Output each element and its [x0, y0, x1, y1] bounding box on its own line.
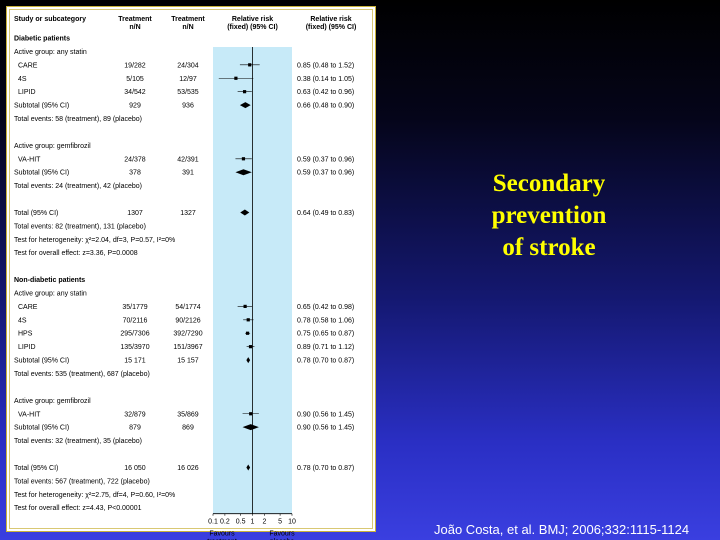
forest-plot	[7, 7, 375, 538]
row-rr-text: 0.63 (0.42 to 0.96)	[297, 89, 355, 97]
x-tick-label: 0.5	[235, 518, 246, 526]
row-note: Total events: 535 (treatment), 687 (placebo)	[14, 371, 150, 378]
row-group-label: Active group: any statin	[14, 290, 87, 298]
header-rr-plot-ci: (fixed) (95% CI)	[227, 24, 278, 31]
row-study-label: CARE	[18, 62, 38, 70]
point-estimate	[249, 345, 252, 348]
row-note: Total events: 24 (treatment), 42 (placebo)	[14, 183, 143, 191]
row-rr-text: 0.75 (0.65 to 0.87)	[297, 330, 355, 338]
row-heading: Non-diabetic patients	[14, 277, 86, 285]
row-placebo-value: 151/3967	[173, 344, 203, 352]
row-treatment-value: 135/3970	[120, 344, 150, 352]
row-note: Total events: 32 (treatment), 35 (placebo)	[14, 438, 143, 446]
row-note: Total events: 567 (treatment), 722 (placebo)	[14, 478, 150, 486]
row-study-label: LIPID	[18, 344, 36, 352]
row-treatment-value: 295/7306	[120, 330, 150, 338]
row-rr-text: 0.66 (0.48 to 0.90)	[297, 102, 355, 110]
row-treatment-value: 16 050	[124, 464, 146, 472]
row-rr-text: 0.78 (0.58 to 1.06)	[297, 317, 355, 325]
row-placebo-value: 24/304	[177, 62, 199, 70]
row-subtotal-label: Subtotal (95% CI)	[14, 102, 70, 110]
row-placebo-value: 54/1774	[175, 303, 201, 311]
row-treatment-value: 1307	[127, 209, 143, 217]
row-study-label: HPS	[18, 330, 33, 338]
row-placebo-value: 53/535	[177, 89, 199, 97]
row-treatment-value: 70/2116	[122, 317, 148, 325]
row-note: Test for overall effect: z=3.36, P=0.0008	[14, 250, 138, 258]
row-placebo-value: 392/7290	[173, 330, 203, 338]
row-rr-text: 0.78 (0.70 to 0.87)	[297, 464, 355, 472]
row-group-label: Active group: gemfibrozil	[14, 397, 91, 405]
row-subtotal-label: Total (95% CI)	[14, 464, 59, 472]
citation: João Costa, et al. BMJ; 2006;332:1115-1124	[434, 522, 690, 537]
slide-title-line-1: Secondary	[492, 170, 606, 197]
row-study-label: VA-HIT	[18, 411, 41, 419]
row-placebo-value: 35/869	[177, 411, 199, 419]
slide-title-line-2: prevention	[491, 202, 607, 229]
row-note: Test for overall effect: z=4.43, P<0.00001	[14, 505, 142, 513]
header-rr-text-ci: (fixed) (95% CI)	[305, 24, 357, 31]
point-estimate	[248, 63, 251, 66]
row-heading: Diabetic patients	[14, 35, 71, 43]
row-rr-text: 0.90 (0.56 to 1.45)	[297, 411, 355, 419]
row-group-label: Active group: any statin	[14, 48, 87, 56]
point-estimate	[242, 157, 245, 160]
point-estimate	[244, 305, 247, 308]
row-subtotal-label: Subtotal (95% CI)	[14, 357, 70, 365]
slide-title-line-3: of stroke	[502, 234, 596, 261]
header-rr-plot: Relative risk	[231, 16, 274, 23]
row-treatment-value: 5/105	[126, 75, 144, 83]
row-note: Test for heterogeneity: χ²=2.75, df=4, P=0.60, I²=0%	[14, 491, 176, 499]
header-rr-text: Relative risk	[310, 16, 352, 23]
point-estimate	[246, 332, 249, 335]
row-placebo-value: 15 157	[177, 357, 199, 365]
header-study: Study or subcategory	[14, 16, 86, 23]
row-study-label: CARE	[18, 303, 38, 311]
x-tick-label: 2	[262, 518, 267, 526]
row-placebo-value: 16 026	[177, 464, 199, 472]
row-note: Total events: 58 (treatment), 89 (placebo)	[14, 116, 143, 124]
point-estimate	[247, 318, 250, 321]
row-rr-text: 0.78 (0.70 to 0.87)	[297, 357, 355, 365]
row-treatment-value: 929	[129, 102, 141, 110]
row-treatment-value: 879	[129, 424, 141, 432]
row-subtotal-label: Subtotal (95% CI)	[14, 169, 70, 177]
header-placebo-n: n/N	[182, 24, 194, 31]
row-rr-text: 0.85 (0.48 to 1.52)	[297, 62, 355, 70]
favours-placebo-label: Favours	[269, 530, 295, 538]
point-estimate	[243, 90, 246, 93]
favours-treatment-label: Favours	[209, 530, 235, 538]
row-study-label: 4S	[18, 75, 27, 83]
x-tick-label: 10	[288, 518, 296, 526]
row-treatment-value: 34/542	[124, 89, 146, 97]
x-tick-label: 0.1	[208, 518, 218, 526]
header-placebo: Treatment	[171, 16, 205, 23]
row-rr-text: 0.38 (0.14 to 1.05)	[297, 75, 355, 83]
header-treatment-n: n/N	[129, 24, 141, 31]
point-estimate	[249, 412, 252, 415]
row-treatment-value: 378	[129, 169, 141, 177]
row-treatment-value: 32/879	[124, 411, 146, 419]
row-rr-text: 0.59 (0.37 to 0.96)	[297, 156, 355, 164]
row-rr-text: 0.90 (0.56 to 1.45)	[297, 424, 355, 432]
slide-title	[440, 168, 658, 264]
row-study-label: LIPID	[18, 89, 36, 97]
row-group-label: Active group: gemfibrozil	[14, 142, 91, 150]
row-placebo-value: 936	[182, 102, 194, 110]
row-placebo-value: 1327	[180, 209, 196, 217]
row-subtotal-label: Total (95% CI)	[14, 209, 59, 217]
row-rr-text: 0.64 (0.49 to 0.83)	[297, 209, 355, 217]
row-note: Total events: 82 (treatment), 131 (placebo)	[14, 223, 146, 231]
header-treatment: Treatment	[118, 16, 152, 23]
row-note: Test for heterogeneity: χ²=2.04, df=3, P=0.57, I²=0%	[14, 236, 176, 244]
row-treatment-value: 35/1779	[122, 303, 148, 311]
x-tick-label: 1	[250, 518, 255, 526]
x-tick-label: 5	[278, 518, 283, 526]
row-placebo-value: 12/97	[179, 75, 197, 83]
row-rr-text: 0.89 (0.71 to 1.12)	[297, 344, 355, 352]
row-placebo-value: 869	[182, 424, 194, 432]
row-study-label: 4S	[18, 317, 27, 325]
row-rr-text: 0.65 (0.42 to 0.98)	[297, 303, 355, 311]
forest-plot-panel	[6, 6, 376, 538]
row-subtotal-label: Subtotal (95% CI)	[14, 424, 70, 432]
row-placebo-value: 391	[182, 169, 194, 177]
row-placebo-value: 90/2126	[175, 317, 201, 325]
row-treatment-value: 24/378	[124, 156, 146, 164]
row-rr-text: 0.59 (0.37 to 0.96)	[297, 169, 355, 177]
row-placebo-value: 42/391	[177, 156, 199, 164]
x-tick-label: 0.2	[220, 518, 230, 526]
row-treatment-value: 15 171	[124, 357, 146, 365]
row-study-label: VA-HIT	[18, 156, 41, 164]
row-treatment-value: 19/282	[124, 62, 146, 70]
point-estimate	[234, 77, 237, 80]
